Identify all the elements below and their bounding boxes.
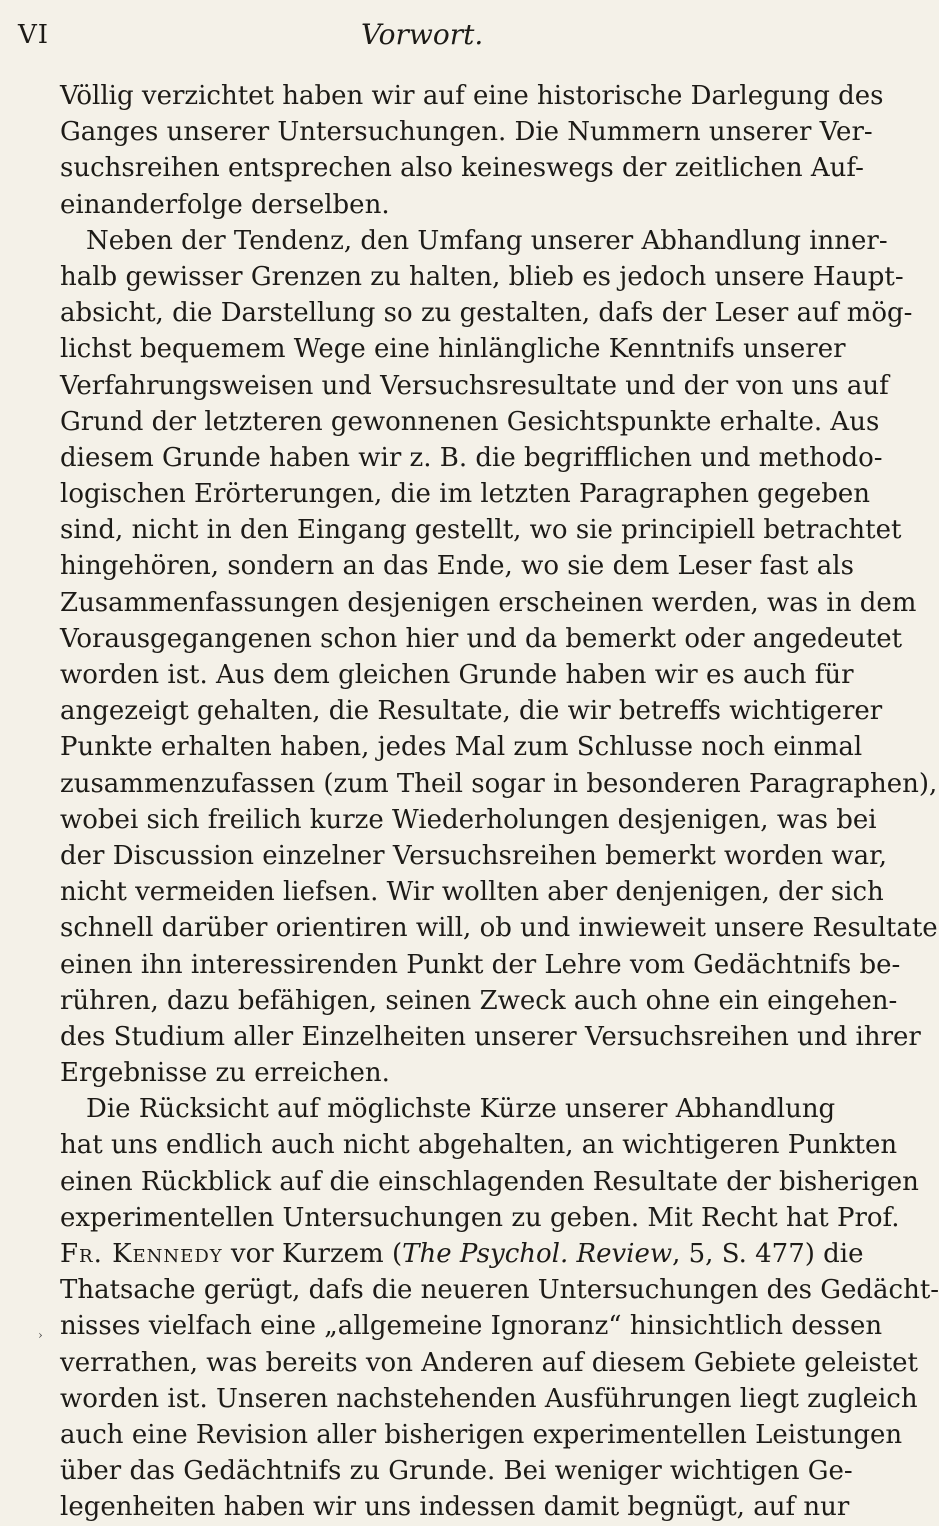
text-line: hat uns endlich auch nicht abgehalten, an wichtigeren Punkten: [60, 1130, 898, 1161]
text-line: Ganges unserer Untersuchungen. Die Nummern unserer Ver-: [60, 117, 873, 148]
text-line: über das Gedächtnifs zu Grunde. Bei weniger wichtigen Ge-: [60, 1456, 853, 1487]
text-line: Grund der letzteren gewonnenen Gesichtspunkte erhalte. Aus: [60, 406, 880, 437]
text-line: Zusammenfassungen desjenigen erscheinen werden, was in dem: [60, 587, 917, 618]
text-line: worden ist. Aus dem gleichen Grunde haben wir es auch für: [60, 660, 854, 690]
text-line: lichst bequemem Wege eine hinlängliche Kenntnifs unserer: [60, 334, 846, 365]
body-text: [60, 78, 939, 1526]
text-line: nisses vielfach eine „allgemeine Ignoranz“ hinsichtlich dessen: [60, 1311, 883, 1342]
text-line: hingehören, sondern an das Ende, wo sie dem Leser fast als: [60, 551, 854, 582]
text-line: Vorausgegangenen schon hier und da bemerkt oder angedeutet: [60, 623, 903, 654]
text-line: verrathen, was bereits von Anderen auf diesem Gebiete geleistet: [60, 1347, 918, 1378]
author-name: Fr. Kennedy: [60, 1239, 223, 1269]
text-line: Verfahrungsweisen und Versuchsresultate und der von uns auf: [60, 370, 889, 401]
text-line: legenheiten haben wir uns indessen damit begnügt, auf nur: [60, 1492, 850, 1523]
text-line: halb gewisser Grenzen zu halten, blieb es jedoch unsere Haupt-: [60, 261, 904, 292]
citation-line: [60, 1236, 864, 1272]
text-line: worden ist. Unseren nachstehenden Ausführungen liegt zugleich: [60, 1383, 918, 1414]
text-line: logischen Erörterungen, die im letzten Paragraphen gegeben: [60, 479, 871, 510]
text-line: Neben der Tendenz, den Umfang unserer Abhandlung inner-: [86, 225, 888, 256]
text-line: nicht vermeiden liefsen. Wir wollten aber denjenigen, der sich: [60, 877, 884, 908]
text-line: suchsreihen entsprechen also keineswegs der zeitlichen Auf-: [60, 153, 864, 184]
citation-middle: vor Kurzem (: [222, 1239, 403, 1269]
running-head: Vorwort.: [361, 18, 484, 51]
citation-after: , 5, S. 477) die: [672, 1239, 864, 1269]
text-line: rühren, dazu befähigen, seinen Zweck auch ohne ein eingehen-: [60, 985, 898, 1016]
journal-title: The Psychol. Review: [402, 1239, 673, 1269]
text-line: experimentellen Untersuchungen zu geben. Mit Recht hat Prof.: [60, 1202, 900, 1233]
text-line: sind, nicht in den Eingang gestellt, wo sie principiell betrachtet: [60, 515, 902, 546]
text-line: absicht, die Darstellung so zu gestalten, dafs der Leser auf mög-: [60, 298, 913, 329]
text-line: Ergebnisse zu erreichen.: [60, 1058, 390, 1089]
page-number: VI: [18, 20, 50, 50]
text-line: des Studium aller Einzelheiten unserer Versuchsreihen und ihrer: [60, 1021, 921, 1052]
text-line: einen Rückblick auf die einschlagenden Resultate der bisherigen: [60, 1166, 919, 1197]
text-line: zusammenzufassen (zum Theil sogar in besonderen Paragraphen),: [60, 768, 938, 799]
text-line: der Discussion einzelner Versuchsreihen bemerkt worden war,: [60, 840, 888, 871]
text-line: wobei sich freilich kurze Wiederholungen desjenigen, was bei: [60, 804, 877, 835]
text-line: Thatsache gerügt, dafs die neueren Untersuchungen des Gedächt-: [60, 1275, 939, 1306]
text-line: Völlig verzichtet haben wir auf eine historische Darlegung des: [60, 81, 884, 111]
text-line: einen ihn interessirenden Punkt der Lehre vom Gedächtnifs be-: [60, 949, 901, 980]
text-line: diesem Grunde haben wir z. B. die begrifflichen und methodo-: [60, 442, 883, 473]
text-line: Punkte erhalten haben, jedes Mal zum Schlusse noch einmal: [60, 732, 863, 763]
page-header: [18, 18, 776, 60]
text-line: einanderfolge derselben.: [60, 189, 390, 220]
text-line: schnell darüber orientiren will, ob und inwieweit unsere Resultate: [60, 913, 938, 944]
text-line: auch eine Revision aller bisherigen experimentellen Leistungen: [60, 1419, 903, 1450]
printer-mark: ›: [38, 1328, 43, 1342]
text-line: angezeigt gehalten, die Resultate, die wir betreffs wichtigerer: [60, 696, 883, 727]
text-line: Die Rücksicht auf möglichste Kürze unserer Abhandlung: [86, 1094, 836, 1125]
